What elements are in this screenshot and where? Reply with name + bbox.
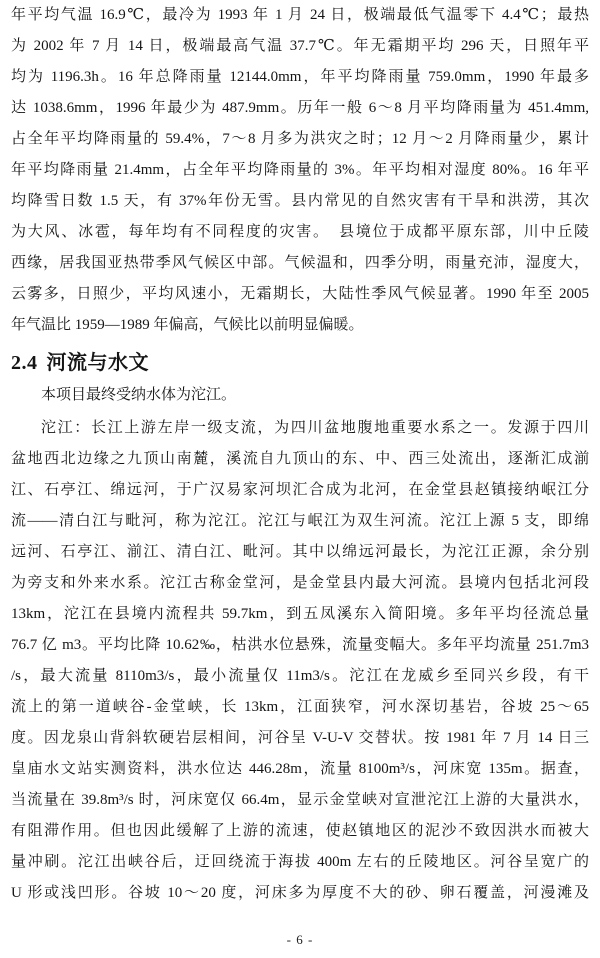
text-line: 远河、石亭江、湔江、清白江、毗河。其中以绵远河最长，为沱江正源，余分别: [11, 544, 589, 560]
section-title: 河流与水文: [46, 352, 149, 374]
text-line: 达 1038.6mm，1996 年最少为 487.9mm。历年一般 6～8 月平均降雨量为 451.4mm,: [11, 100, 589, 116]
text-line: 76.7 亿 m3。平均比降 10.62‰，枯洪水位悬殊，流量变幅大。多年平均流量 251.7m3: [11, 637, 589, 653]
text-line: 本项目最终受纳水体为沱江。: [41, 387, 237, 403]
paragraph-climate: [11, 0, 589, 341]
page-number: - 6 -: [286, 932, 314, 947]
text-line: 云雾多，日照少，平均风速小，无霜期长，大陆性季风气候显著。1990 年至 2005: [11, 286, 589, 302]
text-line: 皇庙水文站实测资料，洪水位达 446.28m，流量 8100m³/s，河床宽 135m。据查，: [11, 761, 589, 777]
text-line: 度。因龙泉山背斜软硬岩层相间，河谷呈 V-U-V 交替状。按 1981 年 7 月 14 日三: [11, 730, 589, 746]
text-line: 当流量在 39.8m³/s 时，河床宽仅 66.4m，显示金堂峡对宣泄沱江上游的大量洪水，: [11, 792, 589, 808]
section-heading: [11, 350, 589, 377]
text-line: 占全年平均降雨量的 59.4%，7～8 月多为洪灾之时；12 月～2 月降雨量少，累计: [11, 131, 589, 147]
section-number: 2.4: [11, 352, 38, 374]
text-line: 流——清白江与毗河，称为沱江。沱江与岷江为双生河流。沱江上源 5 支，即绵: [11, 513, 589, 529]
text-line: 年平均降雨量 21.4mm，占全年平均降雨量的 3%。年平均相对湿度 80%。16 年平: [11, 162, 589, 178]
text-line: 西缘，居我国亚热带季风气候区中部。气候温和，四季分明，雨量充沛，湿度大，: [11, 255, 589, 271]
text-line: 为 2002 年 7 月 14 日，极端最高气温 37.7℃。年无霜期平均 296 天，日照年平: [11, 38, 589, 54]
text-line: 13km，沱江在县境内流程共 59.7km，到五凤溪东入简阳境。多年平均径流总量: [11, 606, 589, 622]
text-line: 为大风、冰雹，每年均有不同程度的灾害。 县境位于成都平原东部，川中丘陵: [11, 224, 589, 240]
text-line: 有阻滞作用。但也因此缓解了上游的流速，使赵镇地区的泥沙不致因洪水而被大: [11, 823, 589, 839]
paragraph-tuojiang: [11, 413, 589, 909]
text-line: 均降雪日数 1.5 天，有 37%年份无雪。县内常见的自然灾害有干旱和洪涝，其次: [11, 193, 589, 209]
text-line: 盆地西北边缘之九顶山南麓，溪流自九顶山的东、中、西三处流出，逐渐汇成湔: [11, 451, 589, 467]
text-line: 为旁支和外来水系。沱江古称金堂河，是金堂县内最大河流。县境内包括北河段: [11, 575, 589, 591]
text-line: 量冲刷。沱江出峡谷后，迂回绕流于海拔 400m 左右的丘陵地区。河谷呈宽广的: [11, 854, 589, 870]
paragraph-receiving-water: [11, 380, 589, 411]
text-line: U 形或浅凹形。谷坡 10～20 度，河床多为厚度不大的砂、卵石覆盖，河漫滩及: [11, 885, 589, 901]
text-line: 沱江：长江上游左岸一级支流，为四川盆地腹地重要水系之一。发源于四川: [41, 420, 589, 436]
text-line: 年气温比 1959—1989 年偏高，气候比以前明显偏暖。: [11, 317, 364, 333]
text-line: /s，最大流量 8110m3/s，最小流量仅 11m3/s。沱江在龙威乡至同兴乡段，有干: [11, 668, 589, 684]
text-line: 流上的第一道峡谷-金堂峡，长 13km，江面狭窄，河水深切基岩，谷坡 25～65: [11, 699, 589, 715]
text-line: 年平均气温 16.9℃，最冷为 1993 年 1 月 24 日，极端最低气温零下 4.4℃；最热: [11, 7, 589, 23]
text-line: 均为 1196.3h。16 年总降雨量 12144.0mm，年平均降雨量 759.0mm，1990 年最多: [11, 69, 589, 85]
text-line: 江、石亭江、绵远河，于广汉易家河坝汇合成为北河，在金堂县赵镇接纳岷江分: [11, 482, 589, 498]
